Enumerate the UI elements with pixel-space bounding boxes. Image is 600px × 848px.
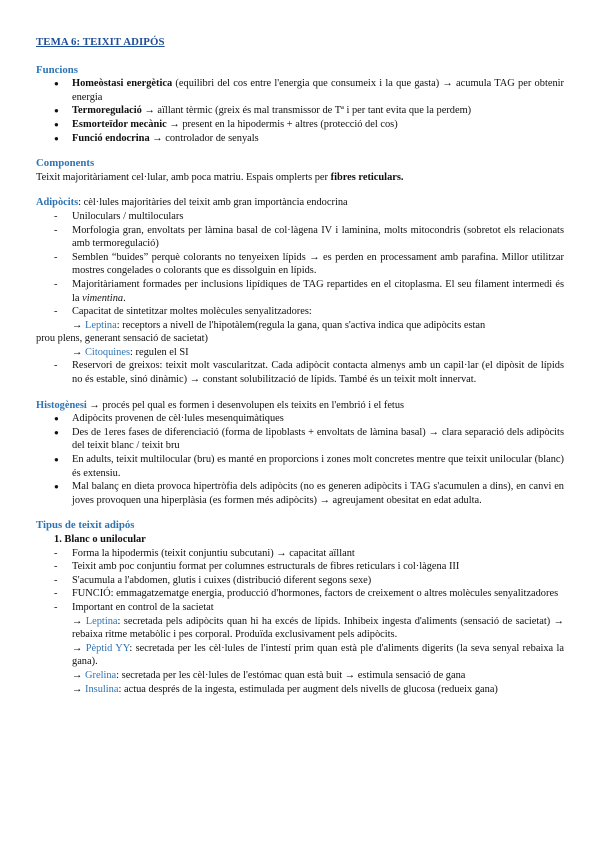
list-item: - Reservori de greixos: teixit molt vascularitzat. Cada adipòcit contacta almenys amb un capil·lar (el dipòsit de lípids no és estable, sinó dinàmic) → constant solubilització de lípids. També és un teixit molt innervat. (36, 359, 564, 386)
hormones-block (36, 615, 564, 697)
heading-funcions: Funcions (36, 63, 79, 76)
hormone-insulina: → Insulina: actua després de la ingesta, estimulada per augment dels nivells de glucosa (redueix gana) (72, 683, 498, 695)
list-item: - Uniloculars / multiloculars (36, 210, 564, 224)
heading-tipus: Tipus de teixit adipós (36, 519, 135, 532)
list-item: - Semblen “buides” perquè colorants no tenyeixen lípids → es perden en processament amb parafina. Millor utilitzar mostres congelades o colorants que es dissolguin en lípids. (36, 251, 564, 278)
histogenesi-list (36, 412, 564, 507)
citoquines-line: → Citoquines: regulen el SI (72, 346, 189, 358)
subheading-blanc: 1. Blanc o unilocular (54, 534, 146, 545)
list-item: ● Mal balanç en dieta provoca hipertròfia dels adipòcits (no es generen adipòcits i TAG s'acumulen a dins), en canvi en joves provoquen una hiperplàsia (es formen més adipòcits) → agreujament obesitat en edat adulta. (36, 480, 564, 507)
tipus-list (36, 547, 564, 615)
list-item: - S'acumula a l'abdomen, glutis i cuixes (distribució diferent segons sexe) (36, 574, 564, 588)
document-title: TEMA 6: TEIXIT ADIPÓS (36, 36, 165, 48)
list-item: ● Funció endocrina → controlador de senyals (36, 132, 564, 146)
hormone-leptina: → Leptina: secretada pels adipòcits quan hi ha excés de lípids. Inhibeix ingesta d'aliments (sensació de sacietat) → rebaixa ritme metabòlic i pes corporal. Produïda exclusivament pels adipòcits. (72, 615, 564, 641)
list-item: ● Des de 1eres fases de diferenciació (forma de lipoblasts + envoltats de làmina basal) → clara separació dels adipòcits del teixit blanc / teixit bru (36, 426, 564, 453)
components-text: Teixit majoritàriament cel·lular, amb poca matriu. Espais omplerts per fibres reticulars. (36, 171, 404, 183)
list-item: ● Termoregulació → aïllant tèrmic (greix és mal transmissor de Tª i per tant evita que la perdem) (36, 104, 564, 118)
list-item: - Majoritàriament formades per inclusions lipídiques de TAG repartides en el citoplasma. El seu filament intermedi és la vimentina. (36, 278, 564, 305)
list-item: - FUNCIÓ: emmagatzematge energia, producció d'hormones, factors de creixement o altres molècules senyalitzadores (36, 587, 564, 601)
list-item: ● Homeòstasi energètica (equilibri del cos entre l'energia que consumeix i la que gasta) → acumula TAG per obtenir energia (36, 77, 564, 104)
adipocits-list (36, 210, 564, 319)
document-page (36, 36, 564, 696)
list-item: ● Esmorteïdor mecànic → present en la hipodermis + altres (protecció del cos) (36, 118, 564, 132)
adipocits-list-2 (36, 359, 564, 386)
heading-components: Components (36, 157, 95, 170)
histogenesi-intro: Histogènesi → procés pel qual es formen i desenvolupen els teixits en l'embrió i el fetus (36, 399, 405, 411)
list-item: ● En adults, teixit multilocular (bru) es manté en proporcions i zones molt concretes mentre que teixit unilocular (blanc) és extensiu. (36, 453, 564, 480)
leptina-continuation: prou plens, generant sensació de sacietat) (36, 333, 208, 345)
hormone-grelina: → Grelina: secretada per les cèl·lules de l'estómac quan està buit → estimula sensació de gana (72, 669, 466, 681)
adipocits-intro: Adipòcits: cèl·lules majoritàries del teixit amb gran importància endocrina (36, 197, 348, 209)
hormone-peptid-yy: → Pèptid YY: secretada per les cèl·lules de l'intestí prim quan està ple d'aliments digerits (la seva senyal rebaixa la gana). (72, 642, 564, 668)
leptina-line: → Leptina: receptors a nivell de l'hipotàlem(regula la gana, quan s'activa indica que adipòcits estan (72, 319, 486, 331)
list-item: ● Adipòcits provenen de cèl·lules mesenquimàtiques (36, 412, 564, 426)
list-item: - Forma la hipodermis (teixit conjuntiu subcutani) → capacitat aïllant (36, 547, 564, 561)
list-item: - Teixit amb poc conjuntiu format per columnes estructurals de fibres reticulars i col·làgena III (36, 560, 564, 574)
list-item: - Capacitat de sintetitzar moltes molècules senyalitzadores: (36, 305, 564, 319)
funcions-list (36, 77, 564, 145)
list-item: - Important en control de la sacietat (36, 601, 564, 615)
list-item: - Morfologia gran, envoltats per làmina basal de col·làgena IV i laminina, molts mitocondris (sobretot els relacionats amb termoregulació) (36, 224, 564, 251)
